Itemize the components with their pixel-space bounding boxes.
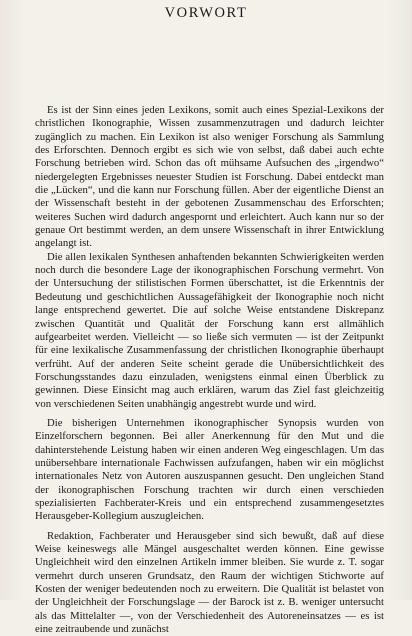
paragraph-4: Redaktion, Fachberater und Herausgeber sind sich bewußt, daß auf diese Weise keineswegs alle Mängel ausgeschaltet werden können. Eine gewisse Ungleichheit wird den einzelnen Artikeln immer bleiben. Sie wurde z. T. sogar vermehrt durch unseren Grundsatz, den Raum der wichtigen Stichworte auf Kosten der weniger bedeutenden noch zu erweitern. Die Qualität ist belastet von der Ungleichheit der Forschungslage — der Barock ist z. B. weniger untersucht als das Mittelalter —, von der Verschiedenheit des Autoreneinsatzes — es ist eine zeitraubende und zunächst — [35, 529, 384, 636]
paragraph-1: Es ist der Sinn eines jeden Lexikons, somit auch eines Spezial-Lexikons der christlichen Ikonographie, Wissen zusammenzutragen und dadurch leichter zugänglich zu machen. Ein Lexikon ist also weniger Forschung als Sammlung des Erforschten. Dennoch ergibt es sich wie von selbst, daß dabei auch echte Forschung betrieben wird. Schon das oft mühsame Aufsuchen des „irgendwo“ niedergelegten Ergebnisses neuester Studien ist Forschung. Dabei entdeckt man die „Lücken“, und die kann nur Forschung füllen. Aber der eigentliche Dienst an der Wissenschaft besteht in der gebotenen Zusammenschau des Erforschten; weiteres Suchen wird dadurch angespornt und erleichtert. Auch kann nur so der genaue Ort bestimmt werden, an dem unsere Wissenschaft in ihrer Entwicklung angelangt ist. — [35, 104, 384, 250]
preface-body — [35, 104, 384, 636]
paragraph-3: Die bisherigen Unternehmen ikonographischer Synopsis wurden von Einzelforschern begonnen. Bei aller Anerkennung für den Mut und die dahinterstehende Leistung haben wir einen anderen Weg eingeschlagen. Um das unübersehbare internationale Fachwissen aufzufangen, haben wir ein möglichst internationales Netz von Autoren auszuspannen gesucht. Den ungleichen Stand der ikonographischen Forschung trachten wir durch einen verschieden spezialisierten Fachberater-Kreis und ein entsprechend zusammengesetztes Herausgeber-Kollegium auszugleichen. — [35, 416, 384, 523]
paragraph-2: Die allen lexikalen Synthesen anhaftenden bekannten Schwierigkeiten werden noch durch die besondere Lage der ikonographischen Forschung vermehrt. Von der Untersuchung der stilistischen Formen überschattet, ist die Erkenntnis der Bedeutung und geschichtlichen Aussagefähigkeit der Ikonographie noch nicht lange entsprechend gewertet. Die auf solche Weise entstandene Diskrepanz zwischen Quantität und Qualität der Forschung kann erst allmählich aufgearbeitet werden. Vielleicht — so ließe sich vermuten — ist der Zeitpunkt für eine lexikalische Zusammenfassung der christlichen Ikonographie überhaupt verfrüht. Auf der anderen Seite scheint gerade die Unübersichtlichkeit des Forschungsstandes dazu einzuladen, wenigstens einmal einen Überblick zu gewinnen. Diese Einsicht mag auch erklären, warum das Ziel fast gleichzeitig von verschiedenen Seiten unabhängig angestrebt wurde und wird. — [35, 250, 384, 410]
page-title: VORWORT — [164, 5, 248, 21]
